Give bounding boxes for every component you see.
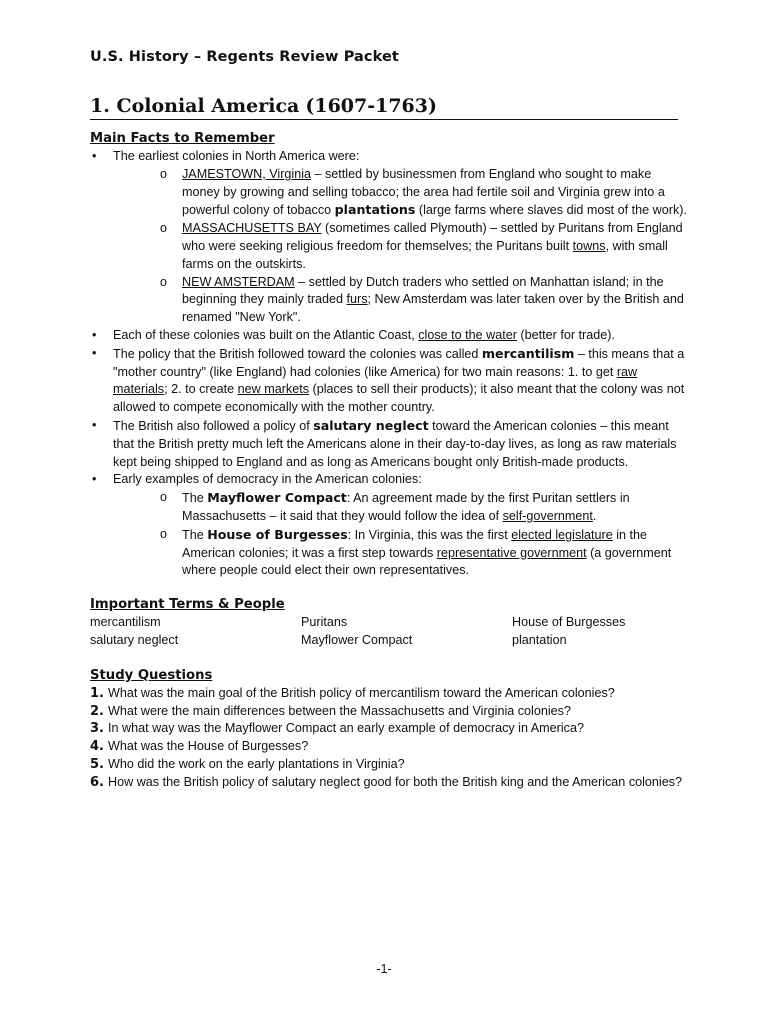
colony-name: JAMESTOWN, Virginia	[182, 166, 311, 181]
colony-text: (sometimes called Plymouth) – settled by Puritans from England who were seeking religious freedom for themselves; the Puritans built	[182, 221, 683, 253]
study-question	[90, 774, 690, 792]
sub-bullet-mark: o	[160, 274, 168, 289]
underlined-term: self-government	[502, 508, 593, 523]
fact-text: The	[182, 491, 208, 506]
term: House of Burgesses	[512, 615, 626, 630]
democracy-item	[90, 526, 690, 580]
chapter-title	[90, 94, 678, 120]
question-text: What were the main differences between the Massachusetts and Virginia colonies?	[108, 703, 571, 718]
keyword: House of Burgesses	[207, 526, 348, 542]
fact-text: (places to sell their products); it also meant that the colony was not allowed to compete economically with the mother country.	[113, 382, 685, 415]
fact-text: – this means that a "mother country" (like England) had colonies (like America) for two main reasons: 1. to get	[113, 346, 685, 379]
sub-bullet-mark: o	[160, 166, 168, 181]
colony-text: – settled by businessmen from England who sought to make money by growing and selling tobacco; the area had fertile soil and Virginia grew into a powerful colony of tobacco	[182, 166, 665, 218]
underlined-term: representative government	[436, 545, 587, 560]
fact-text: The	[182, 527, 208, 542]
sub-bullet-mark: o	[160, 526, 168, 541]
keyword: Mayflower Compact	[207, 490, 347, 506]
keyword: plantations	[334, 202, 416, 218]
questions-heading: Study Questions	[90, 667, 213, 683]
underlined-term: furs	[346, 292, 368, 307]
fact-text: toward the American colonies – this meant that the British pretty much left the Americans alone in their day-to-day lives, as long as raw materials kept being shipped to England and as long as Americans bought only British-made products.	[113, 418, 677, 469]
colony-item	[90, 166, 690, 220]
fact-text: : An agreement made by the first Puritan settlers in Massachusetts – it said that they would follow the idea of	[182, 491, 630, 523]
fact-text: The British also followed a policy of	[113, 418, 314, 433]
study-question	[90, 756, 690, 774]
fact-text: The earliest colonies in North America were:	[113, 149, 360, 163]
terms-heading: Important Terms & People	[90, 597, 285, 613]
sub-bullet-mark: o	[160, 490, 168, 505]
fact-text: in the American colonies; it was a first step towards	[182, 527, 648, 560]
term: Mayflower Compact	[301, 632, 413, 647]
fact-text: Each of these colonies was built on the Atlantic Coast,	[113, 327, 419, 342]
fact-bullet	[90, 471, 690, 489]
keyword: salutary neglect	[313, 417, 429, 433]
colony-item	[90, 220, 690, 273]
term: mercantilism	[90, 615, 161, 630]
democracy-item	[90, 489, 690, 526]
fact-text: (better for trade).	[516, 327, 615, 342]
packet-header: U.S. History – Regents Review Packet	[90, 49, 399, 65]
colony-text: , with small farms on the outskirts.	[182, 238, 668, 271]
chapter-title-dates: (1607-1763)	[305, 95, 437, 117]
keyword: mercantilism	[481, 345, 575, 361]
question-text: In what way was the Mayflower Compact an early example of democracy in America?	[108, 721, 584, 736]
colony-name: NEW AMSTERDAM	[182, 274, 295, 289]
underlined-term: new markets	[237, 382, 309, 397]
fact-bullet	[90, 345, 690, 417]
spacer	[90, 650, 690, 667]
question-text: What was the main goal of the British policy of mercantilism toward the American colonies?	[108, 685, 615, 700]
document-body	[90, 130, 690, 792]
question-number: 4.	[90, 739, 104, 755]
question-number: 3.	[90, 721, 104, 737]
question-number: 5.	[90, 756, 104, 772]
colony-item	[90, 274, 690, 327]
fact-text: The policy that the British followed toward the colonies was called	[113, 346, 482, 361]
underlined-term: close to the water	[418, 327, 517, 342]
terms-grid	[90, 614, 690, 650]
underlined-term: elected legislature	[511, 527, 613, 542]
fact-text: (a government where people could elect their own representatives.	[182, 545, 672, 578]
question-number: 1.	[90, 685, 104, 701]
fact-text: .	[592, 508, 597, 523]
page-number: -1-	[376, 962, 392, 976]
sub-bullet-mark: o	[160, 221, 168, 236]
underlined-term: raw materials	[113, 364, 638, 397]
fact-text: : In Virginia, this was the first	[347, 527, 512, 542]
question-text: What was the House of Burgesses?	[108, 739, 309, 754]
term: Puritans	[301, 615, 348, 630]
fact-bullet	[90, 417, 690, 471]
question-number: 6.	[90, 774, 104, 790]
colony-text: (large farms where slaves did most of the work).	[415, 203, 687, 218]
study-question	[90, 703, 690, 721]
fact-bullet	[90, 148, 690, 166]
underlined-term: towns	[572, 238, 606, 253]
fact-bullet	[90, 327, 690, 345]
fact-text: ; 2. to create	[164, 382, 238, 397]
study-question	[90, 685, 690, 703]
question-number: 2.	[90, 703, 104, 719]
fact-text: Early examples of democracy in the American colonies:	[113, 472, 422, 487]
chapter-title-text: 1. Colonial America	[90, 95, 300, 117]
term: plantation	[512, 632, 567, 647]
study-question	[90, 738, 690, 756]
colony-text: – settled by Dutch traders who settled on Manhattan island; in the beginning they mainly traded	[182, 274, 664, 307]
question-text: How was the British policy of salutary neglect good for both the British king and the American colonies?	[108, 774, 683, 789]
main-facts-heading: Main Facts to Remember	[90, 131, 275, 146]
term: salutary neglect	[90, 632, 179, 647]
question-text: Who did the work on the early plantations in Virginia?	[108, 756, 405, 771]
colony-text: ; New Amsterdam was later taken over by the British and renamed "New York".	[182, 292, 684, 325]
study-question	[90, 720, 690, 738]
colony-name: MASSACHUSETTS BAY	[182, 221, 322, 236]
spacer	[90, 580, 690, 596]
